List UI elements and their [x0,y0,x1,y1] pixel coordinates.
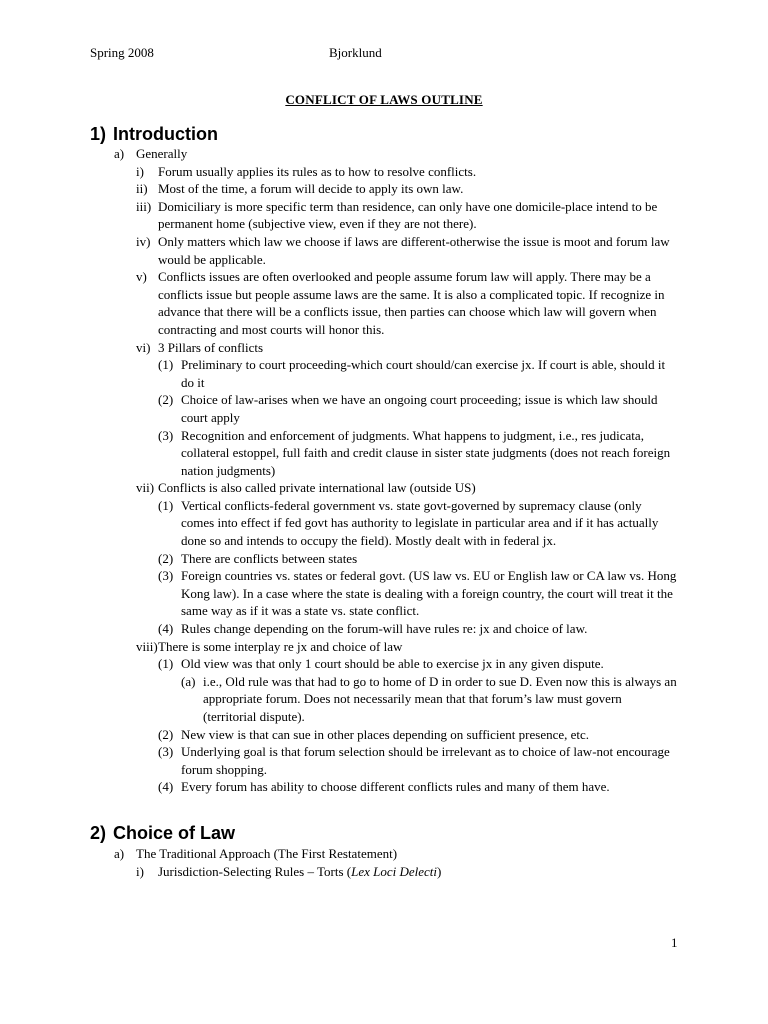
item-label: iv) [136,233,151,249]
item-text: Recognition and enforcement of judgments. What happens to judgment, i.e., res judicata, collateral estoppel, full faith and credit clause in sister state judgments (does not reach foreign nation judgments) [181,427,671,478]
outline-item [0,655,768,673]
outline-item [0,163,768,181]
outline-item [0,391,768,426]
section-number: 1) [90,124,107,144]
item-text: Only matters which law we choose if laws are different-otherwise the issue is moot and forum law would be applicable. [158,233,670,267]
item-label: (2) [158,392,174,408]
item-text: Vertical conflicts-federal government vs. state govt-governed by supremacy clause (only comes into effect if fed govt has authority to legislate in particular area and if it has actually done so and intends to occupy the field). Mostly dealt with in federal jx. [181,497,659,549]
item-text: Choice of law-arises when we have an ongoing court proceeding; issue is which law should court apply [181,392,658,425]
document-title: CONFLICT OF LAWS OUTLINE [285,92,483,107]
item-text [158,863,678,881]
item-text: Domiciliary is more specific term than residence, can only have one domicile-place intend to be permanent home (subjective view, even if they are not there). [158,198,658,232]
item-text-lead: Jurisdiction-Selecting Rules – Torts ( [158,863,352,879]
header-term: Spring 2008 [90,45,154,60]
item-text: Foreign countries vs. states or federal govt. (US law vs. EU or English law or CA law vs. Hong Kong law). In a case where the state is dealing with a foreign country, the court will treat it the same way as if it was a state vs. state conflict. [181,568,677,619]
item-text: There is some interplay re jx and choice of law [158,638,403,654]
item-label: (1) [158,357,174,373]
section-number: 2) [90,823,107,843]
outline-item [0,726,768,744]
item-text: Conflicts issues are often overlooked and people assume forum law will apply. There may be a conflicts issue but people assume laws are the same. It is also a complicated topic. If recognize in advance that there will be a conflicts issue, then parties can choose which law will govern when contracting and most courts will honor this. [158,269,665,337]
introduction-outline [0,145,768,796]
item-label: (4) [158,779,174,795]
outline-item [0,743,768,778]
item-label: i) [136,863,144,879]
outline-item [0,638,768,656]
item-label: (3) [158,427,174,443]
item-label: (2) [158,550,174,566]
item-text: Old view was that only 1 court should be able to exercise jx in any given dispute. [181,656,604,672]
item-label: vi) [136,339,151,355]
outline-item [0,479,768,497]
item-label: (4) [158,621,174,637]
item-text: Underlying goal is that forum selection should be irrelevant as to choice of law-not encourage forum shopping. [181,744,670,777]
item-text: Rules change depending on the forum-will have rules re: jx and choice of law. [181,621,588,637]
page-header [90,44,690,64]
item-label: vii) [136,480,155,496]
outline-item [0,778,768,796]
item-label: (1) [158,497,174,513]
header-author: Bjorklund [329,45,382,60]
item-label: (a) [181,673,196,689]
item-label: ii) [136,181,148,197]
item-label: a) [114,846,125,861]
item-text: Generally [136,146,188,161]
outline-item [0,180,768,198]
outline-item [0,145,768,163]
outline-item [0,673,768,726]
item-label: a) [114,146,125,161]
item-label: (2) [158,726,174,742]
section-heading-introduction [90,123,218,145]
item-label: i) [136,163,144,179]
outline-item [0,339,768,357]
outline-item [0,863,768,881]
outline-item [0,268,768,338]
item-label: (1) [158,656,174,672]
item-text-tail: ) [437,863,442,879]
item-text: 3 Pillars of conflicts [158,339,264,355]
outline-item [0,567,768,620]
item-label: viii) [136,638,158,654]
item-label: (3) [158,744,174,760]
item-text: New view is that can sue in other places depending on sufficient presence, etc. [181,726,590,742]
item-text: Preliminary to court proceeding-which court should/can exercise jx. If court is able, should it do it [181,357,666,390]
page-number: 1 [671,935,678,950]
outline-item [0,620,768,638]
outline-item [0,550,768,568]
item-text: Forum usually applies its rules as to how to resolve conflicts. [158,163,477,179]
item-text: Every forum has ability to choose different conflicts rules and many of them have. [181,779,610,795]
item-label: v) [136,269,147,285]
outline-item [0,497,768,550]
choice-of-law-outline [0,845,768,880]
item-text: Most of the time, a forum will decide to apply its own law. [158,181,464,197]
latin-term: Lex Loci Delecti [351,863,438,879]
item-text: Conflicts is also called private international law (outside US) [158,480,476,496]
item-text: The Traditional Approach (The First Restatement) [136,846,398,861]
outline-item [0,233,768,268]
outline-item [0,356,768,391]
outline-item [0,427,768,480]
outline-item [0,198,768,233]
item-text: There are conflicts between states [181,550,358,566]
item-label: iii) [136,198,152,214]
section-title: Choice of Law [113,823,236,843]
item-text: i.e., Old rule was that had to go to home of D in order to sue D. Even now this is always an appropriate forum. Does not necessarily mean that that forum’s law must govern (territorial dispute). [203,673,677,724]
section-title: Introduction [113,124,218,144]
outline-item [0,845,768,863]
section-heading-choice-of-law [90,822,235,844]
item-label: (3) [158,568,174,584]
